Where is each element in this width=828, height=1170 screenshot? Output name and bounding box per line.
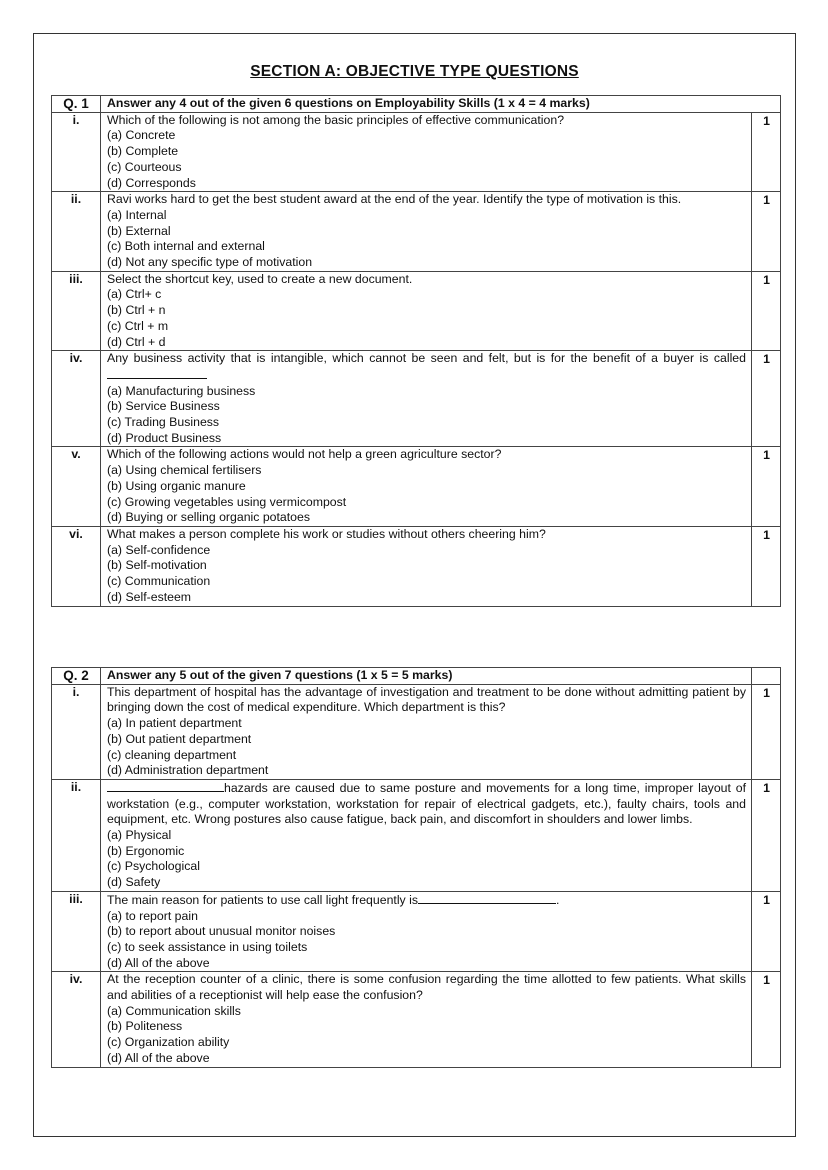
- item-number: ii.: [52, 779, 101, 891]
- question-stem: Which of the following is not among the basic principles of effective communication?: [107, 112, 565, 127]
- marks: 1: [751, 351, 780, 447]
- option: (a) Physical: [107, 828, 172, 843]
- option: (a) Concrete: [107, 128, 176, 143]
- stem-text: The main reason for patients to use call light frequently is: [107, 892, 419, 907]
- marks: 1: [752, 684, 781, 779]
- marks: 1: [751, 526, 780, 606]
- option: (c) Both internal and external: [107, 239, 265, 254]
- option: (c) Growing vegetables using vermicompost: [107, 494, 347, 509]
- item-number: i.: [52, 684, 101, 779]
- q2-item-ii: [52, 779, 781, 891]
- q1-item-vi: [52, 526, 781, 606]
- option: (b) to report about unusual monitor noises: [107, 924, 336, 939]
- q1-number: Q. 1: [52, 96, 101, 113]
- question-body: [101, 192, 752, 272]
- question-stem: [107, 780, 746, 828]
- item-number: ii.: [52, 192, 101, 272]
- option: (b) Politeness: [107, 1019, 183, 1034]
- question-body: [101, 972, 752, 1067]
- question-body: [101, 684, 752, 779]
- marks: 1: [751, 192, 780, 272]
- answer-blank: [418, 892, 556, 904]
- q1-item-ii: [52, 192, 781, 272]
- q2-instruction: Answer any 5 out of the given 7 questions (1 x 5 = 5 marks): [101, 668, 752, 685]
- option: (c) Psychological: [107, 859, 200, 874]
- option: (d) Buying or selling organic potatoes: [107, 510, 311, 525]
- option: (d) Corresponds: [107, 175, 196, 190]
- q2-table: [51, 667, 781, 1068]
- marks: 1: [751, 112, 780, 192]
- marks: 1: [752, 972, 781, 1067]
- option: (c) cleaning department: [107, 747, 237, 762]
- q2-header-row: [52, 668, 781, 685]
- option: (a) to report pain: [107, 908, 198, 923]
- option: (a) Using chemical fertilisers: [107, 463, 262, 478]
- answer-blank: [107, 780, 224, 792]
- stem-text: Any business activity that is intangible, which cannot be seen and felt, but is for the benefit of a buyer is called: [107, 351, 746, 366]
- option: (d) Self-esteem: [107, 589, 192, 604]
- option: (d) Not any specific type of motivation: [107, 255, 313, 270]
- question-body: [101, 779, 752, 891]
- section-title: SECTION A: OBJECTIVE TYPE QUESTIONS: [250, 63, 579, 80]
- item-number: vi.: [52, 526, 101, 606]
- option: (b) Using organic manure: [107, 478, 246, 493]
- option: (d) Administration department: [107, 763, 269, 778]
- question-body: [101, 526, 752, 606]
- option: (c) Courteous: [107, 159, 182, 174]
- question-stem: What makes a person complete his work or studies without others cheering him?: [107, 526, 546, 541]
- option: (d) All of the above: [107, 1050, 210, 1065]
- item-number: iii.: [52, 891, 101, 972]
- question-body: [101, 891, 752, 972]
- option: (b) Complete: [107, 144, 179, 159]
- question-body: [101, 271, 752, 351]
- question-body: [101, 447, 752, 527]
- option: (a) Self-confidence: [107, 542, 211, 557]
- question-stem: Select the shortcut key, used to create a new document.: [107, 271, 413, 286]
- option: (d) Safety: [107, 875, 161, 890]
- option: (d) Ctrl + d: [107, 334, 166, 349]
- q1-item-iii: [52, 271, 781, 351]
- marks: 1: [751, 271, 780, 351]
- stem-text: hazards are caused due to same posture and movements for a long time, improper layout of workstation (e.g., computer workstation, workstation for repair of electrical gadgets, etc.), faulty chairs, tools and equipment, etc. Wrong postures also cause fatigue, back pain, and discomfort in shoulders and lower limbs.: [107, 780, 746, 827]
- question-body: [101, 351, 752, 447]
- q1-instruction: Answer any 4 out of the given 6 questions on Employability Skills (1 x 4 = 4 marks): [101, 96, 781, 113]
- q1-item-v: [52, 447, 781, 527]
- question-stem: Ravi works hard to get the best student award at the end of the year. Identify the type of motivation is this.: [107, 192, 682, 207]
- option: (b) Out patient department: [107, 731, 252, 746]
- marks-header: [752, 668, 781, 685]
- marks: 1: [751, 447, 780, 527]
- q1-item-iv: [52, 351, 781, 447]
- option: (c) Trading Business: [107, 415, 220, 430]
- question-stem: At the reception counter of a clinic, there is some confusion regarding the time allotted to few patients. What skills and abilities of a receptionist will help ease the confusion?: [107, 972, 746, 1003]
- option: (d) All of the above: [107, 955, 210, 970]
- item-number: iv.: [52, 972, 101, 1067]
- answer-blank: [107, 367, 207, 379]
- item-number: iv.: [52, 351, 101, 447]
- option: (b) Ctrl + n: [107, 303, 166, 318]
- option: (c) Organization ability: [107, 1035, 230, 1050]
- option: (c) Ctrl + m: [107, 318, 169, 333]
- option: (a) Communication skills: [107, 1003, 241, 1018]
- option: (d) Product Business: [107, 430, 222, 445]
- question-stem: [107, 892, 746, 909]
- option: (a) In patient department: [107, 716, 242, 731]
- item-number: i.: [52, 112, 101, 192]
- option: (a) Manufacturing business: [107, 383, 256, 398]
- option: (a) Internal: [107, 207, 167, 222]
- question-stem: This department of hospital has the advantage of investigation and treatment to be done without admitting patient by bringing down the cost of medical expenditure. Which department is this?: [107, 684, 746, 715]
- question-stem: Which of the following actions would not help a green agriculture sector?: [107, 447, 502, 462]
- q2-number: Q. 2: [52, 668, 101, 685]
- marks: 1: [752, 779, 781, 891]
- q1-table: [51, 95, 781, 607]
- q2-item-iii: [52, 891, 781, 972]
- option: (b) Ergonomic: [107, 843, 185, 858]
- question-body: [101, 112, 752, 192]
- option: (c) to seek assistance in using toilets: [107, 939, 308, 954]
- option: (c) Communication: [107, 574, 211, 589]
- q1-item-i: [52, 112, 781, 192]
- question-stem: [107, 351, 746, 383]
- item-number: v.: [52, 447, 101, 527]
- option: (a) Ctrl+ c: [107, 287, 162, 302]
- q2-item-iv: [52, 972, 781, 1067]
- item-number: iii.: [52, 271, 101, 351]
- stem-end: .: [556, 892, 560, 907]
- option: (b) Self-motivation: [107, 558, 207, 573]
- marks: 1: [752, 891, 781, 972]
- option: (b) External: [107, 223, 171, 238]
- option: (b) Service Business: [107, 399, 220, 414]
- q1-header-row: [52, 96, 781, 113]
- q2-item-i: [52, 684, 781, 779]
